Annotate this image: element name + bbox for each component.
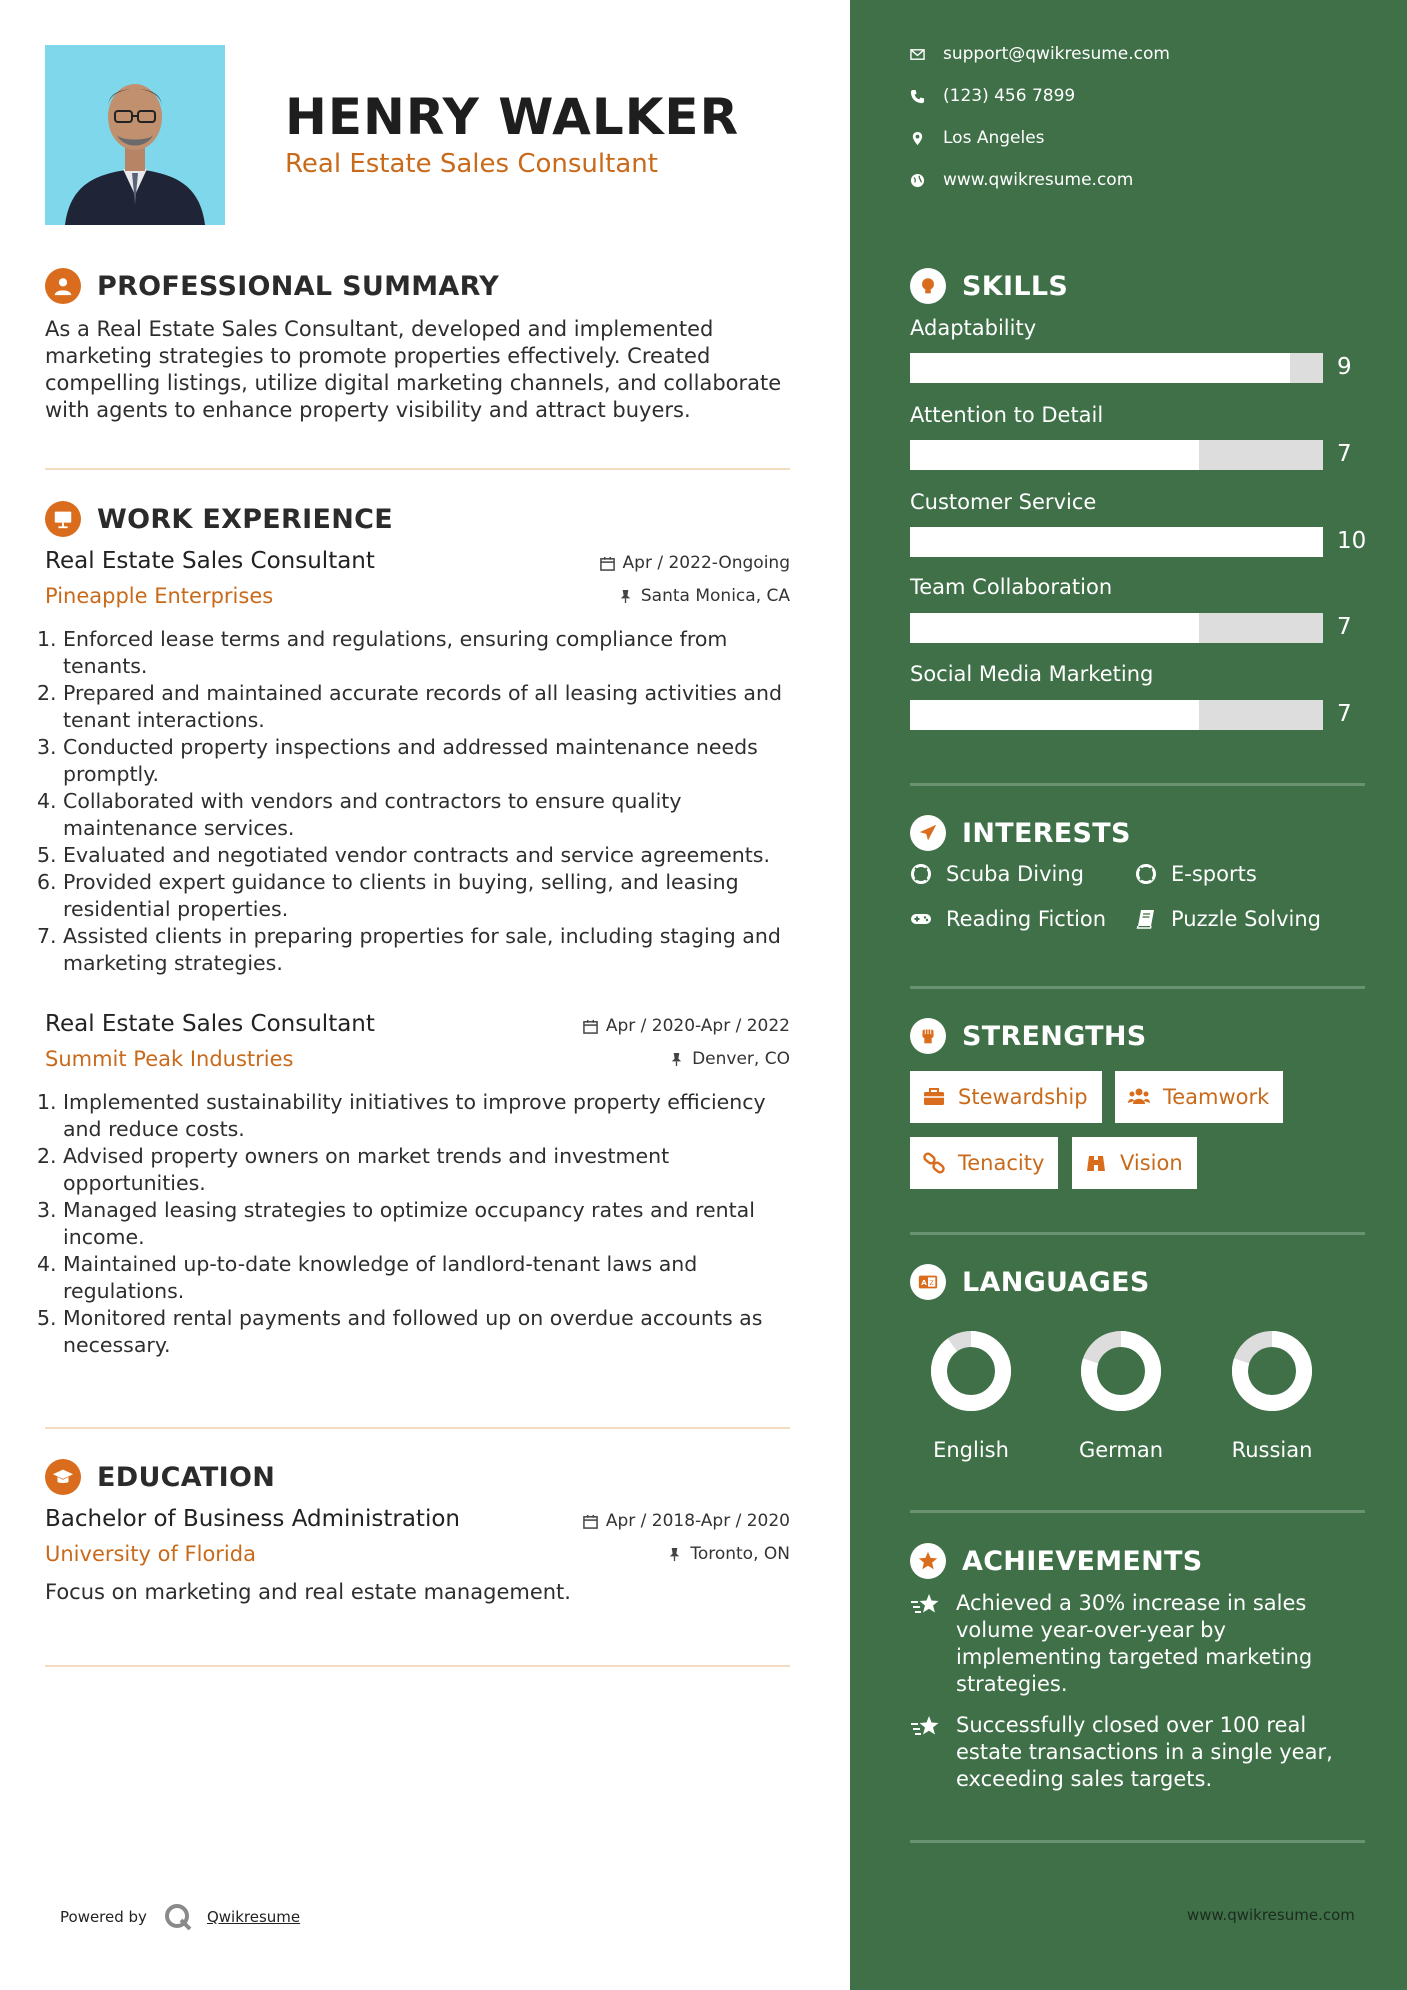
list-item: 5. Evaluated and negotiated vendor contracts and service agreements. bbox=[37, 843, 770, 867]
degree: Bachelor of Business Administration bbox=[45, 1506, 460, 1532]
divider bbox=[45, 468, 790, 470]
strength-badge bbox=[1072, 1137, 1197, 1189]
strength-label: Teamwork bbox=[1163, 1085, 1270, 1109]
job-entry bbox=[45, 548, 790, 608]
presentation-icon bbox=[45, 501, 81, 537]
interest-label: Reading Fiction bbox=[946, 907, 1107, 931]
fist-icon bbox=[910, 1018, 946, 1054]
language-name: English bbox=[933, 1438, 1009, 1462]
interest-item bbox=[910, 907, 1106, 931]
strengths-heading bbox=[910, 1018, 1147, 1054]
star-icon bbox=[910, 1543, 946, 1579]
contact-location bbox=[910, 128, 1045, 148]
achievement-item bbox=[910, 1590, 1350, 1698]
lifebuoy-icon bbox=[1135, 863, 1157, 885]
list-item: 6. Provided expert guidance to clients in buying, selling, and leasing residential properties. bbox=[37, 870, 739, 921]
job-location bbox=[618, 586, 790, 606]
list-item: 1. Enforced lease terms and regulations, ensuring compliance from tenants. bbox=[37, 627, 728, 678]
footer-powered-by bbox=[60, 1902, 300, 1932]
lifebuoy-icon bbox=[910, 863, 932, 885]
strength-badge bbox=[1115, 1071, 1283, 1123]
list-item: 4. Maintained up-to-date knowledge of landlord-tenant laws and regulations. bbox=[37, 1252, 698, 1303]
list-item: 2. Advised property owners on market trends and investment opportunities. bbox=[37, 1144, 670, 1195]
education-title: EDUCATION bbox=[97, 1461, 276, 1493]
skill-name: Social Media Marketing bbox=[910, 662, 1154, 686]
skill-bar-fill bbox=[910, 700, 1199, 730]
list-item: 5. Monitored rental payments and followed up on overdue accounts as necessary. bbox=[37, 1306, 763, 1357]
interests-heading bbox=[910, 815, 1131, 851]
divider bbox=[45, 1427, 790, 1429]
skill-value: 7 bbox=[1337, 614, 1352, 640]
divider bbox=[910, 1840, 1365, 1843]
job-title: Real Estate Sales Consultant bbox=[45, 548, 375, 574]
skill-name: Adaptability bbox=[910, 316, 1037, 340]
skill-name: Team Collaboration bbox=[910, 575, 1113, 599]
footer-website[interactable]: www.qwikresume.com bbox=[1187, 1906, 1355, 1924]
strengths-title: STRENGTHS bbox=[962, 1020, 1147, 1052]
envelope-icon bbox=[910, 47, 925, 62]
achievement-item bbox=[910, 1712, 1350, 1793]
sidebar bbox=[850, 0, 1407, 1990]
contact-phone bbox=[910, 86, 1075, 106]
skill-value: 7 bbox=[1337, 441, 1352, 467]
interest-label: Puzzle Solving bbox=[1171, 907, 1321, 931]
summary-text: As a Real Estate Sales Consultant, developed and implemented marketing strategies to promote properties effectively. Created compelling listings, utilize digital marketing channels, and collaborate with agents to enhance property visibility and attract buyers. bbox=[45, 317, 782, 422]
powered-by-text: Powered by bbox=[60, 1908, 147, 1926]
pin-icon bbox=[669, 1052, 684, 1067]
job-location-text: Santa Monica, CA bbox=[640, 586, 790, 606]
calendar-icon bbox=[583, 1019, 598, 1034]
education-heading bbox=[45, 1459, 275, 1495]
language-donut bbox=[928, 1328, 1014, 1414]
skill-value: 10 bbox=[1337, 528, 1367, 554]
job-responsibilities bbox=[37, 626, 797, 977]
school: University of Florida bbox=[45, 1542, 256, 1566]
interest-item bbox=[910, 862, 1084, 886]
users-icon bbox=[1127, 1085, 1151, 1109]
qwikresume-link[interactable]: Qwikresume bbox=[206, 1908, 301, 1926]
interest-item bbox=[1135, 862, 1257, 886]
candidate-name: HENRY WALKER bbox=[285, 88, 740, 146]
education-entry bbox=[45, 1506, 790, 1566]
strength-label: Tenacity bbox=[958, 1151, 1045, 1175]
contact-email bbox=[910, 44, 1170, 64]
svg-text:Z: Z bbox=[929, 1278, 934, 1287]
skill-bar bbox=[910, 440, 1323, 470]
achievements-title: ACHIEVEMENTS bbox=[962, 1545, 1203, 1577]
job-date bbox=[583, 1016, 790, 1036]
experience-title: WORK EXPERIENCE bbox=[97, 503, 393, 535]
experience-heading bbox=[45, 501, 393, 537]
job-entry bbox=[45, 1011, 790, 1071]
language-item bbox=[911, 1328, 1031, 1462]
job-location bbox=[669, 1049, 790, 1069]
list-item: 7. Assisted clients in preparing properties for sale, including staging and marketing strategies. bbox=[37, 924, 781, 975]
list-item: 3. Conducted property inspections and addressed maintenance needs promptly. bbox=[37, 735, 758, 786]
location-text: Los Angeles bbox=[943, 128, 1045, 148]
list-item: 3. Managed leasing strategies to optimize occupancy rates and rental income. bbox=[37, 1198, 755, 1249]
job-date-text: Apr / 2020-Apr / 2022 bbox=[605, 1016, 790, 1036]
achievement-text: Achieved a 30% increase in sales volume year-over-year by implementing targeted marketing strategies. bbox=[956, 1591, 1313, 1696]
globe-icon bbox=[910, 173, 925, 188]
list-item: 1. Implemented sustainability initiatives to improve property efficiency and reduce costs. bbox=[37, 1090, 766, 1141]
email-text[interactable]: support@qwikresume.com bbox=[943, 44, 1170, 64]
book-icon bbox=[1135, 908, 1157, 930]
divider bbox=[910, 783, 1365, 786]
summary-title: PROFESSIONAL SUMMARY bbox=[97, 270, 500, 302]
profile-photo bbox=[45, 45, 225, 225]
candidate-role: Real Estate Sales Consultant bbox=[285, 149, 658, 179]
qwikresume-logo-icon bbox=[163, 1902, 193, 1932]
lightbulb-icon bbox=[910, 268, 946, 304]
skills-title: SKILLS bbox=[962, 270, 1069, 302]
education-location bbox=[667, 1544, 790, 1564]
language-name: German bbox=[1078, 1438, 1164, 1462]
skill-bar bbox=[910, 353, 1323, 383]
user-icon bbox=[45, 268, 81, 304]
skill-bar-fill bbox=[910, 613, 1199, 643]
job-location-text: Denver, CO bbox=[692, 1049, 790, 1069]
calendar-icon bbox=[600, 556, 615, 571]
skill-name: Customer Service bbox=[910, 490, 1097, 514]
pin-icon bbox=[618, 589, 633, 604]
paper-plane-icon bbox=[910, 815, 946, 851]
education-date bbox=[583, 1511, 790, 1531]
strength-label: Stewardship bbox=[958, 1085, 1088, 1109]
skill-bar bbox=[910, 613, 1323, 643]
skill-bar-fill bbox=[910, 440, 1199, 470]
interest-label: E-sports bbox=[1171, 862, 1257, 886]
calendar-icon bbox=[583, 1514, 598, 1529]
phone-icon bbox=[910, 89, 925, 104]
divider bbox=[910, 1232, 1365, 1235]
job-company: Summit Peak Industries bbox=[45, 1047, 294, 1071]
skill-bar bbox=[910, 527, 1323, 557]
list-item: 2. Prepared and maintained accurate records of all leasing activities and tenant interactions. bbox=[37, 681, 782, 732]
shooting-star-icon bbox=[910, 1714, 942, 1742]
briefcase-icon bbox=[922, 1085, 946, 1109]
education-description: Focus on marketing and real estate management. bbox=[45, 1580, 571, 1604]
shooting-star-icon bbox=[910, 1592, 942, 1620]
job-company: Pineapple Enterprises bbox=[45, 584, 274, 608]
gamepad-icon bbox=[910, 908, 932, 930]
divider bbox=[45, 1665, 790, 1667]
divider bbox=[910, 1510, 1365, 1513]
language-item bbox=[1061, 1328, 1181, 1462]
summary-heading bbox=[45, 268, 499, 304]
language-item bbox=[1212, 1328, 1332, 1462]
skill-value: 9 bbox=[1337, 354, 1352, 380]
job-responsibilities bbox=[37, 1089, 797, 1359]
skill-bar-fill bbox=[910, 527, 1323, 557]
job-date-text: Apr / 2022-Ongoing bbox=[622, 553, 790, 573]
pin-icon bbox=[667, 1547, 682, 1562]
strength-badge bbox=[910, 1071, 1102, 1123]
skill-value: 7 bbox=[1337, 701, 1352, 727]
graduation-cap-icon bbox=[45, 1459, 81, 1495]
skill-bar-fill bbox=[910, 353, 1290, 383]
binoculars-icon bbox=[1084, 1151, 1108, 1175]
strength-badge bbox=[910, 1137, 1058, 1189]
job-title: Real Estate Sales Consultant bbox=[45, 1011, 375, 1037]
skills-heading bbox=[910, 268, 1068, 304]
strength-label: Vision bbox=[1120, 1151, 1183, 1175]
interests-title: INTERESTS bbox=[962, 817, 1131, 849]
languages-heading bbox=[910, 1264, 1150, 1300]
list-item: 4. Collaborated with vendors and contractors to ensure quality maintenance services. bbox=[37, 789, 682, 840]
contact-website bbox=[910, 170, 1133, 190]
interest-item bbox=[1135, 907, 1321, 931]
interest-label: Scuba Diving bbox=[946, 862, 1084, 886]
languages-title: LANGUAGES bbox=[962, 1266, 1150, 1298]
education-date-text: Apr / 2018-Apr / 2020 bbox=[605, 1511, 790, 1531]
job-date bbox=[600, 553, 790, 573]
website-text[interactable]: www.qwikresume.com bbox=[943, 170, 1134, 190]
language-donut bbox=[1229, 1328, 1315, 1414]
skill-bar bbox=[910, 700, 1323, 730]
skill-name: Attention to Detail bbox=[910, 403, 1104, 427]
language-name: Russian bbox=[1231, 1438, 1313, 1462]
translate-icon bbox=[910, 1264, 946, 1300]
achievement-text: Successfully closed over 100 real estate transactions in a single year, exceeding sales targets. bbox=[956, 1713, 1333, 1791]
language-donut bbox=[1078, 1328, 1164, 1414]
divider bbox=[910, 986, 1365, 989]
svg-text:A: A bbox=[921, 1278, 927, 1288]
phone-text: (123) 456 7899 bbox=[943, 86, 1076, 106]
map-marker-icon bbox=[910, 131, 925, 146]
achievements-heading bbox=[910, 1543, 1203, 1579]
education-location-text: Toronto, ON bbox=[690, 1544, 790, 1564]
link-icon bbox=[922, 1151, 946, 1175]
